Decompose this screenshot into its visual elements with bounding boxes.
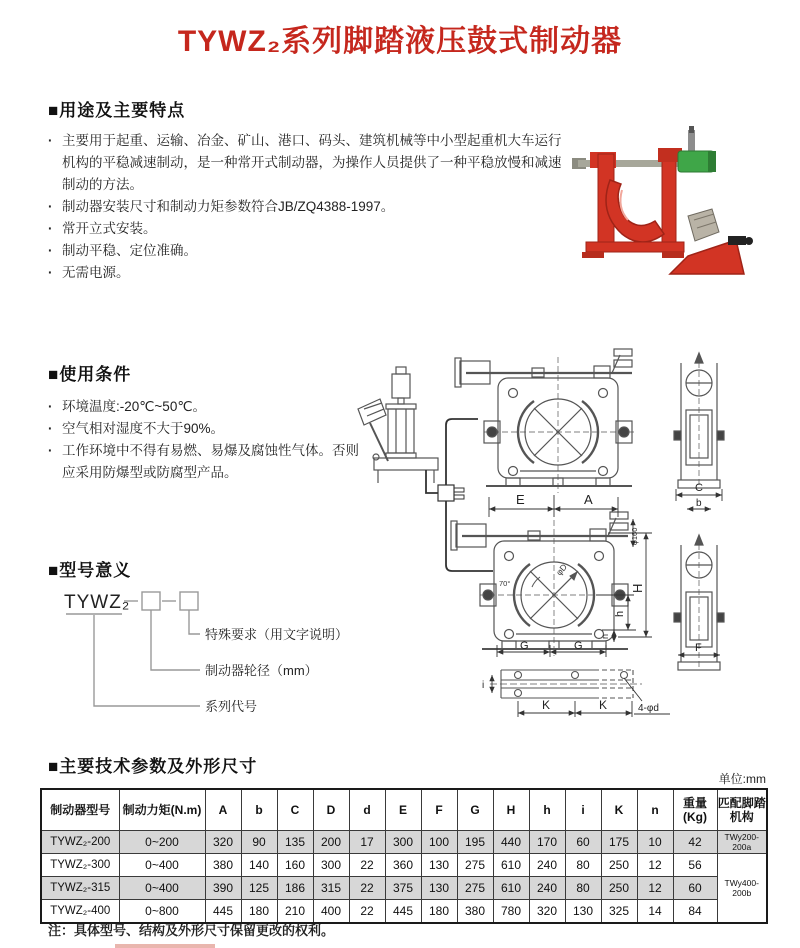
unit-label: 单位:mm — [718, 772, 766, 786]
value-cell: 250 — [601, 854, 637, 877]
col-header-5: D — [313, 789, 349, 831]
front-view-top — [455, 349, 634, 493]
col-header-0: 制动器型号 — [41, 789, 119, 831]
value-cell: 130 — [565, 900, 601, 924]
value-cell: 390 — [205, 877, 241, 900]
value-cell: 160 — [277, 854, 313, 877]
value-cell: 275 — [457, 877, 493, 900]
list-item — [48, 218, 562, 240]
dim-H: H — [630, 583, 645, 593]
value-cell: 175 — [601, 831, 637, 854]
dim-b: b — [696, 498, 702, 509]
value-cell: 240 — [529, 877, 565, 900]
footer-mark — [115, 944, 215, 948]
value-cell: 130 — [421, 854, 457, 877]
col-header-6: d — [349, 789, 385, 831]
value-cell: 780 — [493, 900, 529, 924]
value-cell: 125 — [241, 877, 277, 900]
value-cell: 135 — [277, 831, 313, 854]
bullet-text: 制动平稳、定位准确。 — [62, 243, 197, 258]
spec-row — [41, 854, 767, 877]
list-item — [48, 396, 370, 418]
value-cell: 320 — [529, 900, 565, 924]
dim-h: h — [614, 610, 626, 617]
value-cell: 22 — [349, 877, 385, 900]
value-cell: 610 — [493, 877, 529, 900]
bullet-dot: · — [48, 399, 53, 414]
bullet-text: 空气相对湿度不大于90%。 — [62, 421, 225, 436]
bullet-text: 工作环境中不得有易燃、易爆及腐蚀性气体。否则应采用防爆型或防腐型产品。 — [62, 443, 359, 480]
value-cell: 60 — [565, 831, 601, 854]
spec-row — [41, 831, 767, 854]
list-item — [48, 196, 562, 218]
col-header-11: h — [529, 789, 565, 831]
list-item — [48, 240, 562, 262]
dim-holes: 4-φd — [638, 703, 659, 714]
bullet-dot: · — [48, 265, 53, 280]
value-cell: 380 — [205, 854, 241, 877]
product-photo — [570, 124, 765, 289]
col-header-16: 匹配脚踏机构 — [717, 789, 767, 831]
bullet-dot: · — [48, 199, 53, 214]
match-cell: TWy400-200b — [717, 854, 767, 924]
value-cell: 445 — [385, 900, 421, 924]
bullet-text: 无需电源。 — [62, 265, 130, 280]
side-view-top — [674, 353, 724, 488]
value-cell: 240 — [529, 854, 565, 877]
dim-K2: K — [599, 698, 608, 712]
model-prefix: TYWZ₂ — [64, 592, 131, 613]
model-cell: TYWZ₂-300 — [41, 854, 119, 877]
callout-series: 系列代号 — [205, 699, 258, 714]
col-header-7: E — [385, 789, 421, 831]
value-cell: 90 — [241, 831, 277, 854]
value-cell: 445 — [205, 900, 241, 924]
match-cell: TWy200-200a — [717, 831, 767, 854]
value-cell: 320 — [205, 831, 241, 854]
value-cell: 0~400 — [119, 854, 205, 877]
value-cell: 186 — [277, 877, 313, 900]
col-header-8: F — [421, 789, 457, 831]
bullet-dot: · — [48, 221, 53, 236]
value-cell: 0~400 — [119, 877, 205, 900]
value-cell: 56 — [673, 854, 717, 877]
model-heading: ■型号意义 — [48, 561, 132, 580]
value-cell: 360 — [385, 854, 421, 877]
bullet-text: 制动器安装尺寸和制动力矩参数符合JB/ZQ4388-1997。 — [62, 199, 395, 214]
value-cell: 22 — [349, 854, 385, 877]
model-cell: TYWZ₂-200 — [41, 831, 119, 854]
callout-diameter: 制动器轮径（mm） — [205, 663, 318, 678]
dimension-lines — [489, 489, 722, 657]
value-cell: 375 — [385, 877, 421, 900]
value-cell: 180 — [421, 900, 457, 924]
list-item — [48, 130, 562, 196]
value-cell: 170 — [529, 831, 565, 854]
value-cell: 200 — [313, 831, 349, 854]
col-header-12: i — [565, 789, 601, 831]
value-cell: 80 — [565, 877, 601, 900]
value-cell: 22 — [349, 900, 385, 924]
bullet-dot: · — [48, 133, 53, 148]
page-title: TYWZ₂系列脚踏液压鼓式制动器 — [177, 25, 623, 58]
conditions-bullet-list — [48, 396, 370, 484]
col-header-9: G — [457, 789, 493, 831]
dim-G1: G — [520, 640, 529, 652]
angle-label: 70° — [499, 579, 511, 588]
spec-row — [41, 877, 767, 900]
value-cell: 275 — [457, 854, 493, 877]
value-cell: 10 — [637, 831, 673, 854]
model-cell: TYWZ₂-400 — [41, 900, 119, 924]
list-item — [48, 262, 562, 284]
value-cell: 300 — [385, 831, 421, 854]
base-plate-dims — [492, 675, 632, 717]
bullet-dot: · — [48, 443, 53, 458]
value-cell: 12 — [637, 877, 673, 900]
value-cell: 60 — [673, 877, 717, 900]
col-header-15: 重量(Kg) — [673, 789, 717, 831]
features-heading: ■用途及主要特点 — [48, 101, 186, 120]
value-cell: 325 — [601, 900, 637, 924]
value-cell: 180 — [241, 900, 277, 924]
specs-heading: ■主要技术参数及外形尺寸 — [48, 757, 258, 776]
dim-i: i — [482, 680, 485, 691]
callout-special: 特殊要求（用文字说明） — [205, 627, 349, 642]
value-cell: 14 — [637, 900, 673, 924]
col-header-1: 制动力矩(N.m) — [119, 789, 205, 831]
value-cell: 610 — [493, 854, 529, 877]
dim-C: C — [695, 482, 703, 494]
value-cell: 315 — [313, 877, 349, 900]
bullet-dot: · — [48, 421, 53, 436]
phiD-label: φD — [553, 561, 570, 578]
col-header-10: H — [493, 789, 529, 831]
value-cell: 380 — [457, 900, 493, 924]
spec-table-header-row — [41, 789, 767, 831]
value-cell: 130 — [421, 877, 457, 900]
hydraulic-lines-drawing — [426, 419, 493, 571]
conditions-heading: ■使用条件 — [48, 365, 132, 384]
value-cell: 400 — [313, 900, 349, 924]
dim-G2: G — [574, 640, 583, 652]
col-header-2: A — [205, 789, 241, 831]
value-cell: 195 — [457, 831, 493, 854]
value-cell: 100 — [421, 831, 457, 854]
inner-annotations — [532, 572, 577, 595]
spec-table-body — [41, 831, 767, 924]
value-cell: 140 — [241, 854, 277, 877]
dim-n: n — [600, 633, 610, 639]
col-header-13: K — [601, 789, 637, 831]
value-cell: 300 — [313, 854, 349, 877]
value-cell: 84 — [673, 900, 717, 924]
footnote: 注：具体型号、结构及外形尺寸保留更改的权利。 — [48, 923, 335, 938]
dim-A: A — [584, 492, 593, 507]
value-cell: 80 — [565, 854, 601, 877]
bullet-text: 主要用于起重、运输、冶金、矿山、港口、码头、建筑机械等中小型起重机大车运行机构的平稳减速制动，是一种常开式制动器，为操作人员提供了一种平稳放慢和减速制动的方法。 — [62, 133, 562, 192]
list-item — [48, 418, 370, 440]
model-diagram — [58, 584, 438, 739]
dim-E: E — [516, 492, 525, 507]
dim-K1: K — [542, 698, 551, 712]
value-cell: 250 — [601, 877, 637, 900]
value-cell: 440 — [493, 831, 529, 854]
dim-phi160: φ160 — [630, 527, 639, 545]
pedal-pump-drawing — [358, 367, 438, 483]
spec-table — [40, 788, 768, 924]
col-header-14: n — [637, 789, 673, 831]
bullet-text: 常开立式安装。 — [62, 221, 157, 236]
list-item — [48, 440, 370, 484]
bullet-text: 环境温度:-20℃~50℃。 — [62, 399, 206, 414]
model-cell: TYWZ₂-315 — [41, 877, 119, 900]
value-cell: 17 — [349, 831, 385, 854]
bullet-dot: · — [48, 243, 53, 258]
dim-F: F — [695, 642, 702, 654]
value-cell: 12 — [637, 854, 673, 877]
col-header-4: C — [277, 789, 313, 831]
value-cell: 0~200 — [119, 831, 205, 854]
value-cell: 0~800 — [119, 900, 205, 924]
value-cell: 210 — [277, 900, 313, 924]
value-cell: 42 — [673, 831, 717, 854]
col-header-3: b — [241, 789, 277, 831]
features-bullet-list — [48, 130, 562, 284]
